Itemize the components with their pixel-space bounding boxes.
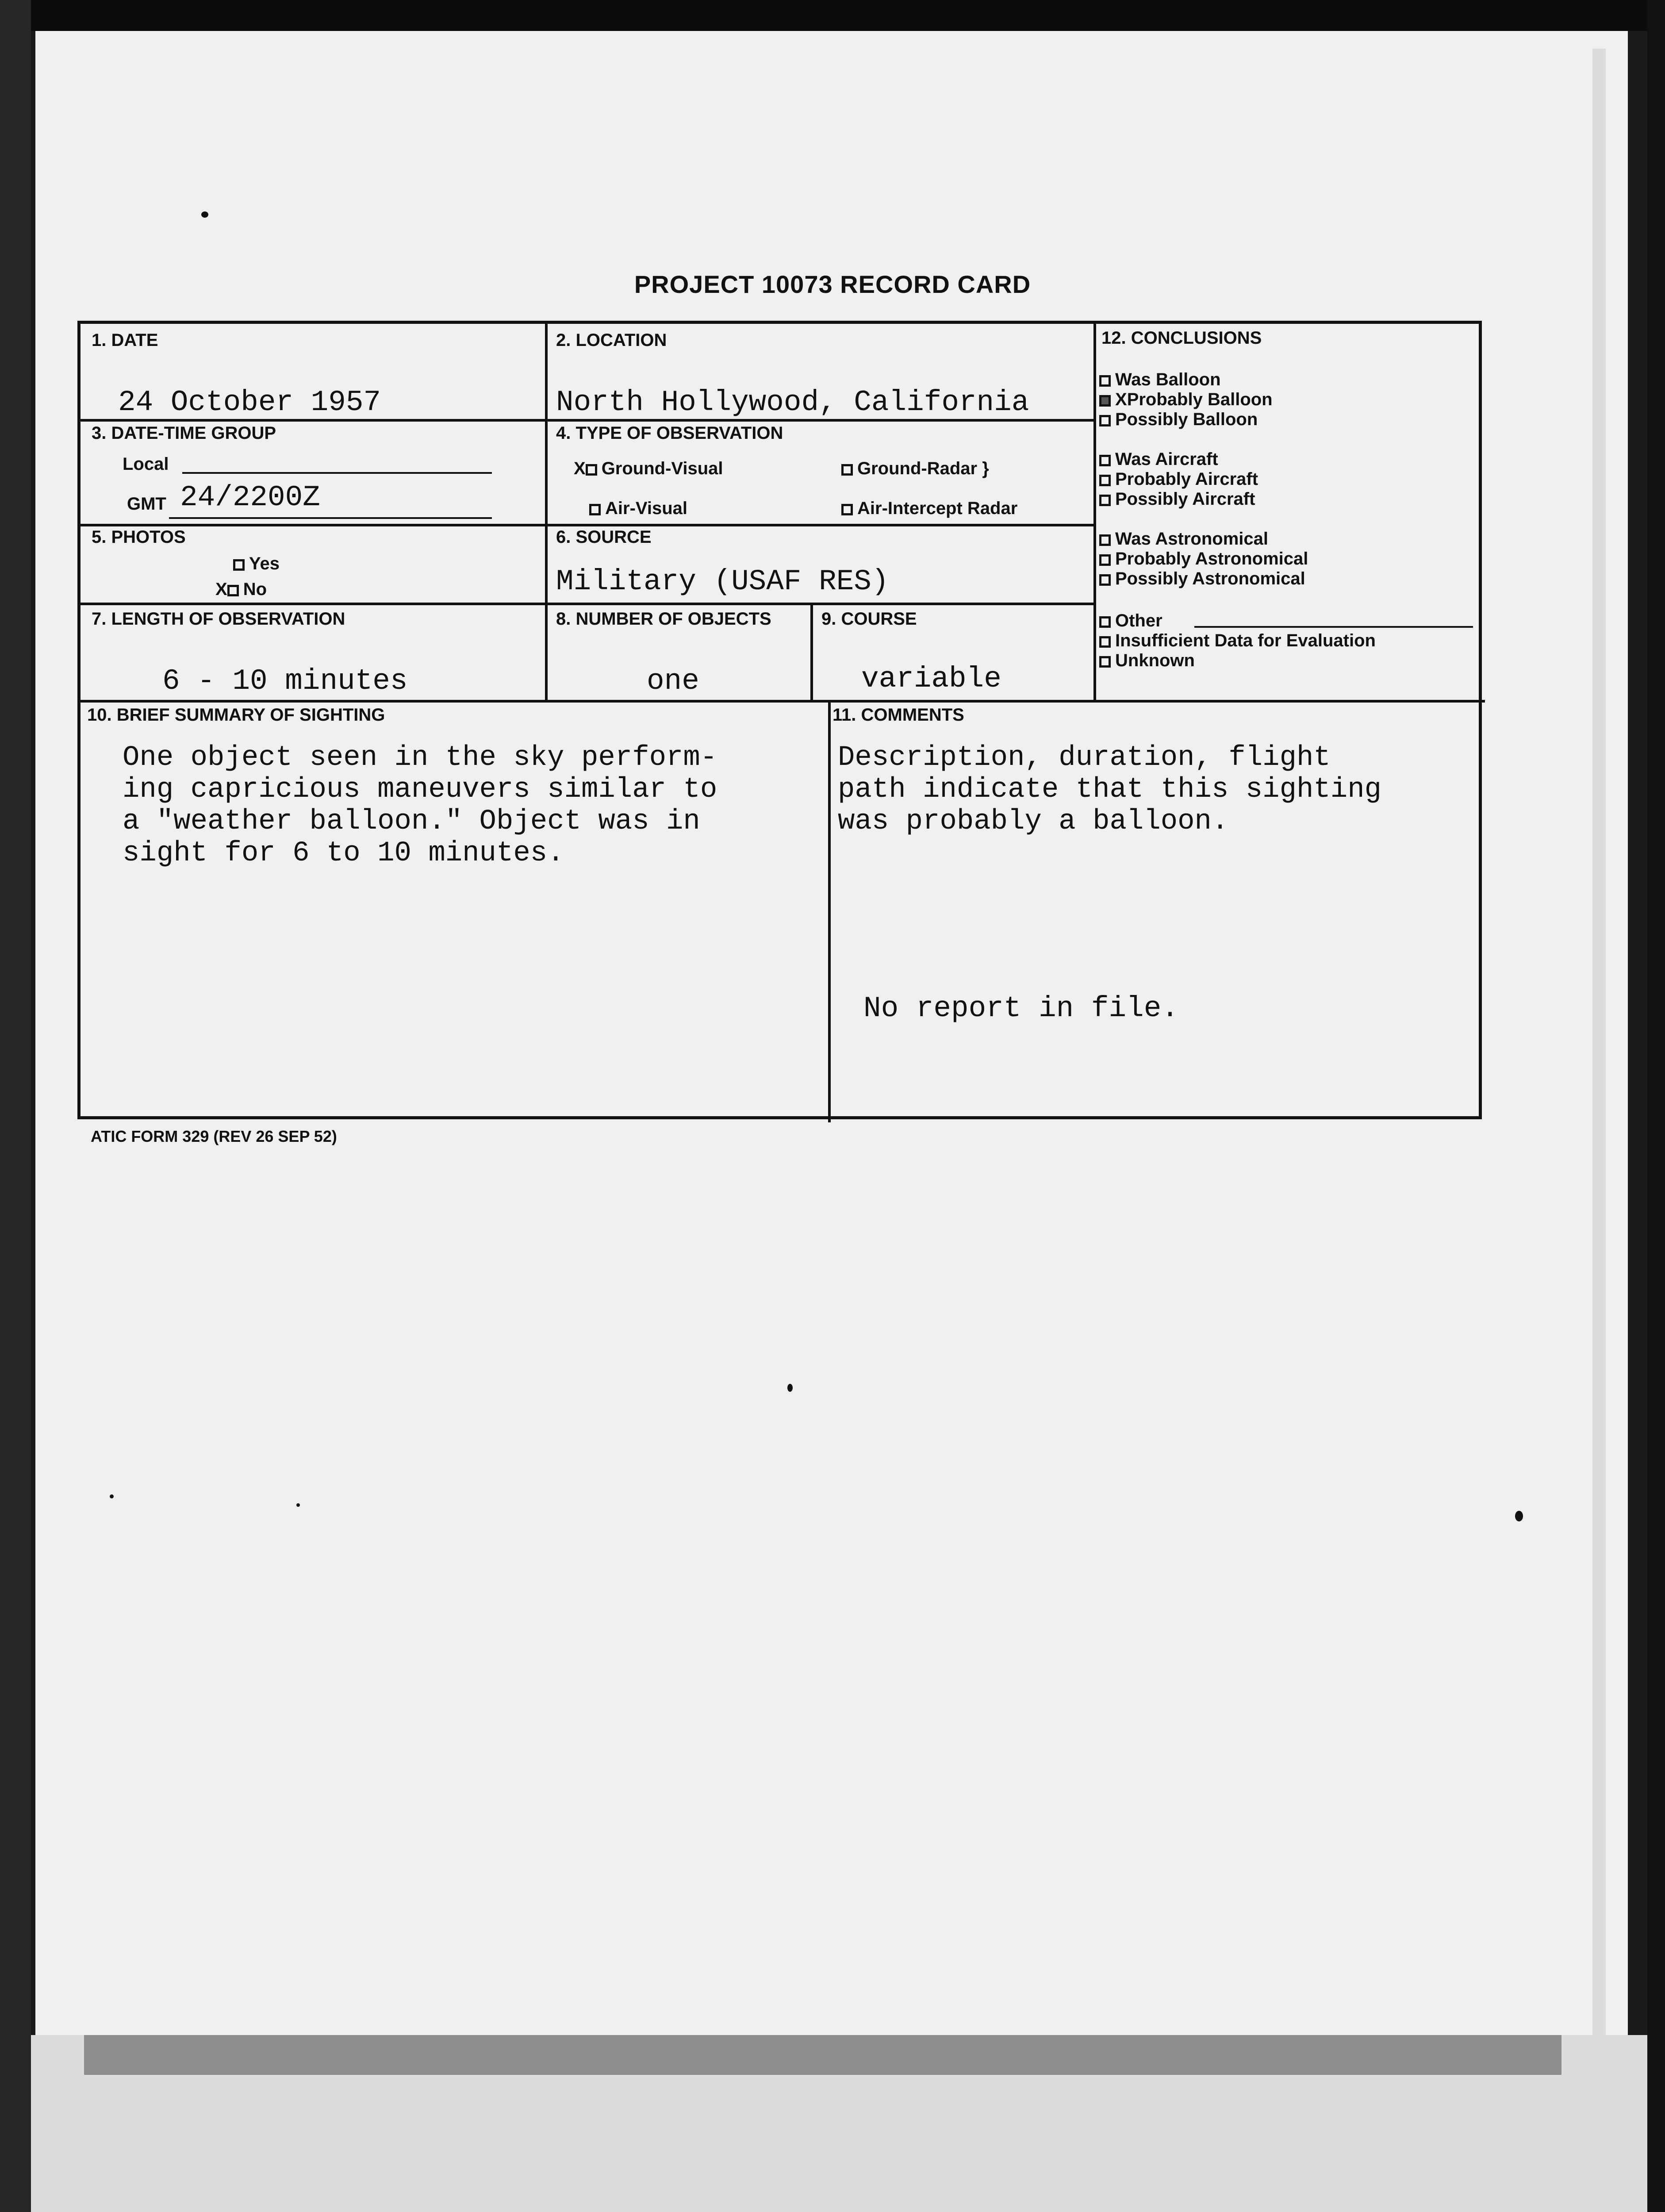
gmt-label: GMT <box>127 494 166 514</box>
number-of-objects-value: one <box>647 664 699 698</box>
conclusion-label: Was Balloon <box>1115 370 1221 389</box>
divider-col1 <box>545 324 548 700</box>
checkbox-icon <box>586 464 597 476</box>
photos-no-option <box>215 580 267 599</box>
checkbox-icon <box>1099 455 1111 466</box>
conclusion-label: Other <box>1115 611 1162 630</box>
length-label: 7. LENGTH OF OBSERVATION <box>92 609 345 629</box>
checked-box-icon <box>1099 395 1111 407</box>
course-value: variable <box>861 662 1001 695</box>
conclusion-unknown <box>1099 650 1195 671</box>
location-value: North Hollywood, California <box>556 386 1029 419</box>
conclusions-label: 12. CONCLUSIONS <box>1101 328 1262 348</box>
divider-conclusions <box>1093 324 1096 700</box>
checkbox-icon <box>589 504 601 515</box>
checkbox-icon <box>227 585 239 596</box>
conclusion-label: Probably Balloon <box>1127 390 1273 409</box>
checkbox-icon <box>1099 574 1111 586</box>
checkbox-icon <box>1099 415 1111 426</box>
conclusion-possibly-balloon <box>1099 409 1258 430</box>
conclusion-label: Probably Aircraft <box>1115 469 1258 489</box>
photos-label: 5. PHOTOS <box>92 527 186 547</box>
divider-summary-comments <box>828 700 831 1122</box>
probably-balloon-mark: X <box>1115 390 1127 409</box>
conclusion-insufficient-data <box>1099 630 1376 651</box>
scan-speck <box>787 1384 793 1392</box>
conclusion-was-aircraft <box>1099 449 1218 469</box>
brief-summary-text: One object seen in the sky perform- ing capricious maneuvers similar to a "weather balloon." Object was in sight for 6 to 10 minutes. <box>123 742 717 869</box>
conclusion-label: Possibly Balloon <box>1115 410 1258 429</box>
conclusion-label: Insufficient Data for Evaluation <box>1115 631 1376 650</box>
scan-border-right <box>1647 0 1665 2212</box>
location-label: 2. LOCATION <box>556 330 667 350</box>
air-visual-option <box>589 499 687 518</box>
conclusion-label: Was Aircraft <box>1115 449 1218 469</box>
conclusion-label: Unknown <box>1115 651 1195 670</box>
scan-border-top <box>0 0 1665 31</box>
form-number: ATIC FORM 329 (REV 26 SEP 52) <box>91 1127 337 1145</box>
paper-edge-shadow <box>1592 49 1606 2048</box>
air-visual-label: Air-Visual <box>605 499 687 518</box>
conclusion-label: Probably Astronomical <box>1115 549 1308 568</box>
air-intercept-radar-label: Air-Intercept Radar <box>857 499 1018 518</box>
checkbox-icon <box>841 464 853 476</box>
observation-type-label: 4. TYPE OF OBSERVATION <box>556 423 783 443</box>
comments-note: No report in file. <box>863 992 1179 1025</box>
conclusion-label: Possibly Aircraft <box>1115 489 1255 509</box>
date-label: 1. DATE <box>92 330 158 350</box>
checkbox-icon <box>1099 554 1111 566</box>
number-of-objects-label: 8. NUMBER OF OBJECTS <box>556 609 771 629</box>
comments-label: 11. COMMENTS <box>832 705 964 725</box>
source-value: Military (USAF RES) <box>556 565 889 598</box>
ground-radar-option: Ground-Radar } <box>841 459 989 479</box>
checkbox-icon <box>841 504 853 515</box>
local-label: Local <box>123 454 169 474</box>
divider-row4 <box>81 700 1485 703</box>
date-value: 24 October 1957 <box>118 386 381 419</box>
checkbox-icon <box>1099 636 1111 648</box>
gmt-value: 24/2200Z <box>180 481 320 514</box>
conclusion-other <box>1099 611 1162 631</box>
conclusion-label: Was Astronomical <box>1115 529 1268 549</box>
checkbox-icon <box>1099 534 1111 546</box>
divider-row2 <box>81 524 1096 526</box>
checkbox-icon <box>1099 375 1111 387</box>
conclusion-was-balloon <box>1099 369 1221 390</box>
divider-row1 <box>81 419 1096 422</box>
conclusion-was-astronomical <box>1099 529 1268 549</box>
photos-yes-label: Yes <box>249 554 280 573</box>
length-value: 6 - 10 minutes <box>162 664 408 698</box>
ground-visual-option <box>574 459 723 479</box>
ground-visual-mark: X <box>574 459 586 478</box>
local-underline <box>182 472 492 474</box>
checkbox-icon <box>1099 495 1111 506</box>
lower-film-band <box>84 2035 1561 2075</box>
scan-border-left <box>0 0 31 2212</box>
date-time-group-label: 3. DATE-TIME GROUP <box>92 423 276 443</box>
scan-speck <box>110 1494 114 1498</box>
photos-yes-option <box>233 554 280 574</box>
brief-summary-label: 10. BRIEF SUMMARY OF SIGHTING <box>87 705 385 725</box>
checkbox-icon <box>233 559 245 571</box>
ground-radar-label: Ground-Radar <box>857 459 978 478</box>
gmt-underline <box>169 517 492 519</box>
conclusion-probably-aircraft <box>1099 469 1258 489</box>
checkbox-icon <box>1099 475 1111 486</box>
scan-speck <box>201 211 208 218</box>
divider-col2 <box>810 603 813 700</box>
conclusion-possibly-astronomical <box>1099 568 1305 589</box>
photos-no-mark: X <box>215 580 227 599</box>
photos-no-label: No <box>243 580 267 599</box>
record-card <box>77 321 1482 1119</box>
ground-visual-label: Ground-Visual <box>601 459 723 478</box>
checkbox-icon <box>1099 616 1111 628</box>
scan-speck <box>296 1503 300 1507</box>
conclusion-probably-astronomical <box>1099 549 1308 569</box>
source-label: 6. SOURCE <box>556 527 652 547</box>
page-title: PROJECT 10073 RECORD CARD <box>634 270 1031 298</box>
air-intercept-radar-option <box>841 499 1017 518</box>
divider-row3 <box>81 603 1096 605</box>
comments-text: Description, duration, flight path indicate that this sighting was probably a balloon. <box>838 742 1381 837</box>
conclusion-possibly-aircraft <box>1099 489 1255 509</box>
checkbox-icon <box>1099 656 1111 668</box>
conclusion-label: Possibly Astronomical <box>1115 569 1305 588</box>
course-label: 9. COURSE <box>821 609 917 629</box>
other-underline <box>1194 626 1473 628</box>
conclusion-probably-balloon <box>1099 389 1273 410</box>
scan-speck <box>1515 1511 1523 1521</box>
